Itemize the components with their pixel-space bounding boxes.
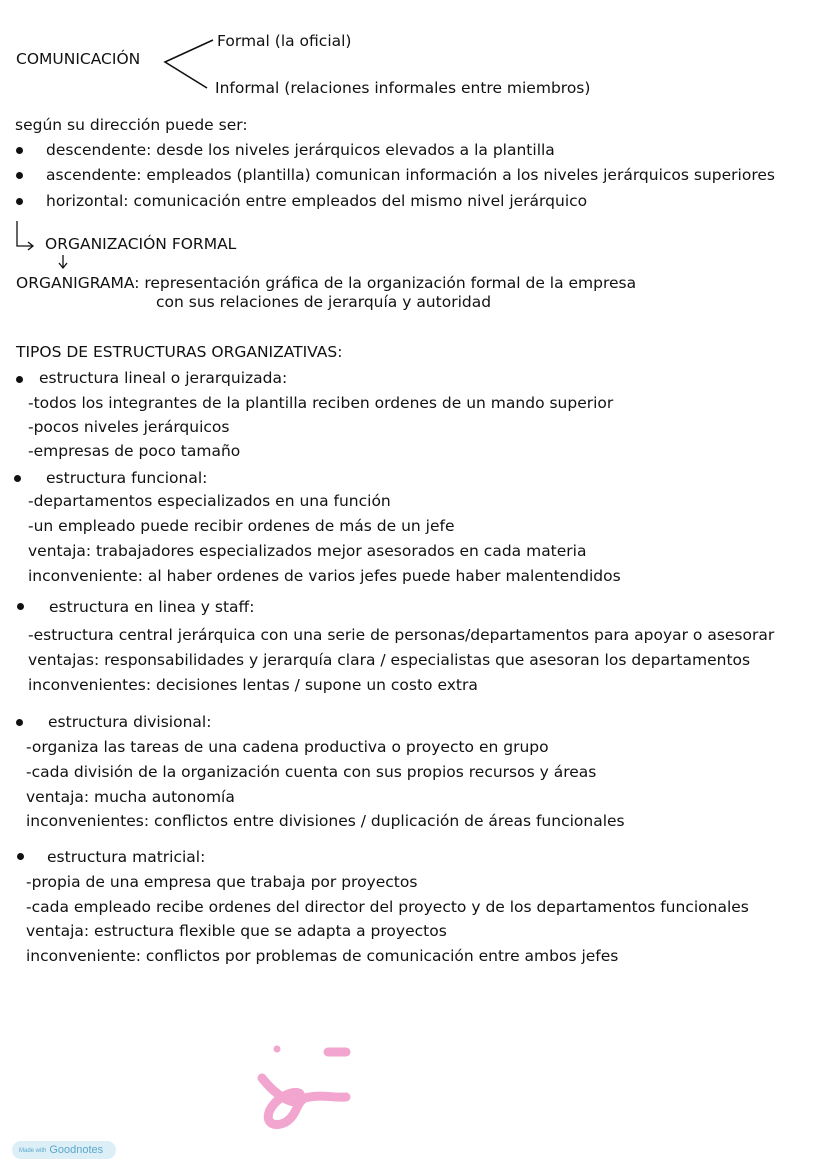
structure-line: -estructura central jerárquica con una serie de personas/departamentos para apoyar o asesorar	[28, 626, 775, 644]
types-heading: TIPOS DE ESTRUCTURAS ORGANIZATIVAS:	[16, 343, 343, 361]
structure-line: -un empleado puede recibir ordenes de más de un jefe	[28, 517, 455, 535]
structure-line: -empresas de poco tamaño	[28, 442, 241, 460]
structure-line: ventaja: estructura flexible que se adapta a proyectos	[26, 922, 447, 940]
structure-line: -pocos niveles jerárquicos	[28, 418, 230, 436]
direction-item: horizontal: comunicación entre empleados del mismo nivel jerárquico	[46, 192, 588, 210]
structure-line: -organiza las tareas de una cadena productiva o proyecto en grupo	[26, 738, 549, 756]
structure-title: estructura funcional:	[46, 469, 208, 487]
formal-org-label: ORGANIZACIÓN FORMAL	[45, 235, 237, 253]
structure-line: -cada empleado recibe ordenes del director del proyecto y de los departamentos funcionales	[26, 898, 749, 916]
direction-item: ascendente: empleados (plantilla) comunican información a los niveles jerárquicos superiores	[46, 166, 775, 184]
structure-line: inconvenientes: conflictos entre divisiones / duplicación de áreas funcionales	[26, 812, 625, 830]
structure-title: estructura matricial:	[47, 848, 206, 866]
communication-title: COMUNICACIÓN	[16, 50, 141, 68]
direction-item: descendente: desde los niveles jerárquicos elevados a la plantilla	[46, 141, 555, 159]
structure-line: -departamentos especializados en una función	[28, 492, 391, 510]
structure-title: estructura divisional:	[48, 713, 212, 731]
structure-line: inconvenientes: decisiones lentas / supone un costo extra	[28, 676, 478, 694]
structure-title: estructura en linea y staff:	[49, 598, 255, 616]
structure-line: -todos los integrantes de la plantilla reciben ordenes de un mando superior	[28, 394, 614, 412]
structure-line: ventajas: responsabilidades y jerarquía clara / especialistas que asesoran los departamentos	[28, 651, 751, 669]
made-with-text: Made with	[19, 1148, 47, 1154]
structure-title: estructura lineal o jerarquizada:	[39, 369, 288, 387]
structure-line: inconveniente: al haber ordenes de varios jefes puede haber malentendidos	[28, 567, 621, 585]
direction-heading: según su dirección puede ser:	[15, 116, 248, 134]
structure-line: ventaja: mucha autonomía	[26, 788, 235, 806]
organigrama-line2: con sus relaciones de jerarquía y autoridad	[156, 293, 492, 311]
structure-line: ventaja: trabajadores especializados mejor asesorados en cada materia	[28, 542, 587, 560]
made-with-badge	[12, 1141, 116, 1159]
structure-line: -propia de una empresa que trabaja por proyectos	[26, 873, 418, 891]
organigrama-line1: ORGANIGRAMA: representación gráfica de la organización formal de la empresa	[16, 274, 637, 292]
communication-informal: Informal (relaciones informales entre miembros)	[215, 79, 591, 97]
structure-line: -cada división de la organización cuenta con sus propios recursos y áreas	[26, 763, 597, 781]
structure-line: inconveniente: conflictos por problemas de comunicación entre ambos jefes	[26, 947, 619, 965]
communication-formal: Formal (la oficial)	[217, 32, 352, 50]
goodnotes-brand: Goodnotes	[49, 1144, 104, 1156]
